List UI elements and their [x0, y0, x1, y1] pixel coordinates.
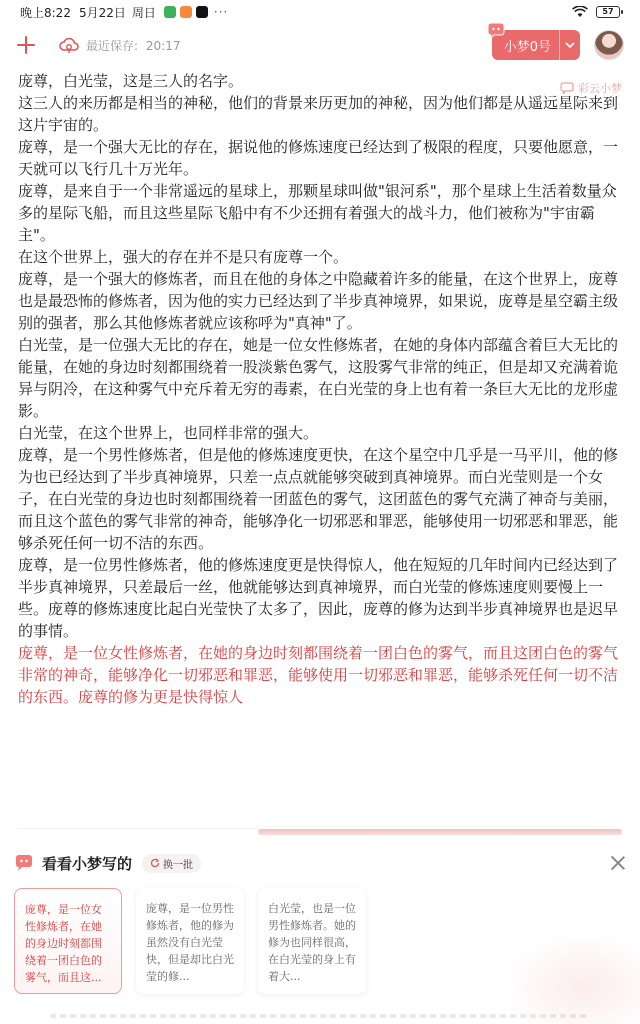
avatar[interactable] [594, 30, 624, 60]
status-time: 晚上8:22 [20, 5, 71, 20]
suggestion-card-text: 白光莹，也是一位男性修炼者。她的修为也同样很高，在白光莹的身上有着大... [268, 902, 356, 983]
story-paragraph: 庞尊，白光莹，这是三人的名字。 [18, 72, 244, 90]
chevron-down-icon[interactable] [560, 42, 580, 49]
save-status-label: 最近保存: [86, 38, 139, 53]
home-indicator[interactable] [50, 1014, 590, 1018]
story-paragraph: 庞尊，是一个强大无比的存在，据说他的修炼速度已经达到了极限的程度，只要他愿意，一天就可以飞行几十万光年。 [18, 138, 619, 178]
editor-toolbar [0, 26, 640, 64]
story-paragraph: 庞尊，是一个强大的修炼者，而且在他的身体之中隐藏着许多的能量，在这个世界上，庞尊也是最恐怖的修炼者，因为他的实力已经达到了半步真神境界，如果说，庞尊是星空霸主级别的强者，那么其他修炼者就应该称呼为"真神"了。 [18, 270, 619, 332]
more-notifications-icon: ··· [213, 5, 229, 19]
app-notification-icon [180, 6, 192, 18]
tiktok-notification-icon [196, 6, 208, 18]
story-paragraph: 庞尊，是来自于一个非常遥远的星球上，那颗星球叫做"银河系"，那个星球上生活着数量众多的星际飞船，而且这些星际飞船中有不少还拥有着强大的战斗力，他们被称为"宇宙霸主"。 [18, 182, 617, 244]
save-status [86, 37, 180, 54]
refresh-button[interactable] [142, 854, 201, 873]
status-bar [0, 0, 640, 24]
refresh-label: 换一批 [163, 859, 194, 871]
suggestion-card[interactable] [14, 888, 122, 994]
wechat-notification-icon [164, 6, 176, 18]
save-status-time: 20:17 [145, 38, 181, 53]
divider [18, 828, 258, 829]
battery-icon: 57 [596, 6, 620, 18]
story-paragraph: 庞尊，是一位男性修炼者，他的修炼速度更是快得惊人，他在短短的几年时间内已经达到了半步真神境界，只差最后一丝，他就能够达到真神境界，而白光莹的修炼速度则要慢上一些。庞尊的修炼速度比起白光莹快了太多了，因此，庞尊的修为达到半步真神境界也是迟早的事情。 [18, 556, 619, 640]
plus-icon[interactable] [16, 35, 36, 55]
suggestion-card[interactable] [258, 888, 366, 994]
story-paragraph: 白光莹，是一位强大无比的存在，她是一位女性修炼者，在她的身体内部蕴含着巨大无比的能量，在她的身边时刻都围绕着一股淡紫色雾气，这股雾气非常的纯正，但是却又充满着诡异与阴冷，在这种雾气中充斥着无穷的毒素，在白光莹的身上也有着一条巨大无比的龙形虚影。 [18, 336, 619, 420]
story-editor[interactable] [18, 70, 624, 708]
suggestions-title: 看看小梦写的 [42, 854, 133, 873]
close-icon[interactable] [610, 855, 626, 871]
wifi-icon [572, 6, 588, 18]
refresh-icon [150, 858, 160, 868]
suggestion-card[interactable] [136, 888, 244, 994]
watermark-text: 彩云小梦 [578, 82, 622, 95]
story-paragraph: 在这个世界上，强大的存在并不是只有庞尊一个。 [18, 248, 349, 266]
ai-generated-continuation[interactable]: 庞尊，是一位女性修炼者，在她的身边时刻都围绕着一团白色的雾气，而且这团白色的雾气非常的神奇，能够净化一切邪恶和罪恶，能够使用一切邪恶和罪恶，能够杀死任何一切不洁的东西。庞尊的修为更是快得惊人 [18, 644, 619, 706]
suggestion-card-text: 庞尊，是一位男性修炼者，他的修为虽然没有白光莹快，但是却比白光莹的修... [146, 902, 234, 983]
status-date: 5月22日 [78, 5, 126, 20]
generation-progress-bar [258, 829, 622, 835]
model-selector-label: 小梦0号 [503, 39, 551, 55]
status-weekday: 周日 [131, 5, 156, 20]
notification-icons [164, 6, 208, 18]
suggestion-card-text: 庞尊，是一位女性修炼者，在她的身边时刻都围绕着一团白色的雾气，而且这... [25, 903, 102, 984]
model-badge-icon [486, 22, 506, 40]
xiaomeng-logo-icon [14, 853, 34, 873]
suggestions-header [14, 850, 626, 876]
story-paragraph: 庞尊，是一个男性修炼者，但是他的修炼速度更快，在这个星空中几乎是一马平川，他的修为也已经达到了半步真神境界，只差一点点就能够突破到真神境界。而白光莹则是一个女子，在白光莹的身边也时刻都围绕着一团蓝色的雾气，这团蓝色的雾气充满了神奇与美丽，而且这个蓝色的雾气非常的神奇，能够净化一切邪恶和罪恶，能够使用一切邪恶和罪恶，能够杀死任何一切不洁的东西。 [18, 446, 619, 552]
story-paragraph: 白光莹，在这个世界上，也同样非常的强大。 [18, 424, 319, 442]
story-paragraph: 这三人的来历都是相当的神秘，他们的背景来历更加的神秘，因为他们都是从遥远星际来到这片宇宙的。 [18, 94, 619, 134]
cloud-sync-icon[interactable] [58, 35, 80, 55]
suggestion-cards [14, 888, 366, 994]
model-selector-button[interactable] [492, 30, 580, 60]
